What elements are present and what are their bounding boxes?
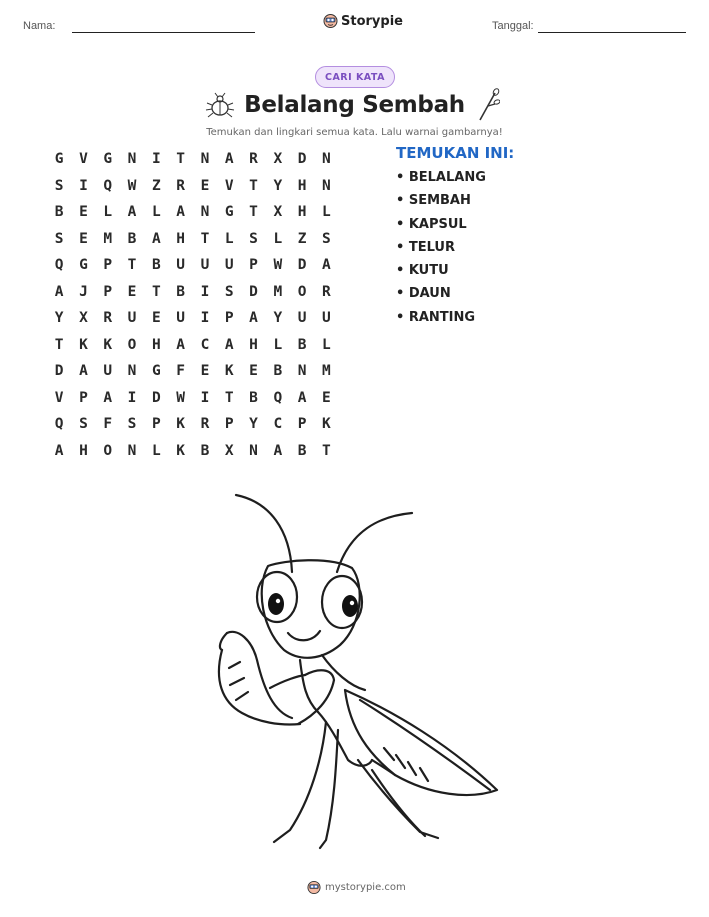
grid-letter: D: [54, 363, 64, 380]
grid-letter: L: [322, 204, 331, 221]
grid-letter: I: [200, 310, 210, 327]
grid-row: [47, 252, 339, 279]
grid-letter: R: [103, 310, 113, 327]
word-list-item: • BELALANG: [396, 170, 486, 185]
grid-letter: Q: [103, 177, 113, 194]
grid-letter: D: [297, 151, 307, 168]
grid-row: [47, 173, 339, 200]
grid-letter: O: [297, 283, 307, 300]
grid-letter: P: [79, 389, 88, 406]
grid-letter: K: [176, 442, 185, 459]
grid-letter: B: [249, 389, 258, 406]
grid-letter: T: [249, 204, 258, 221]
name-line: [72, 32, 255, 33]
date-line: [538, 32, 686, 33]
grid-letter: S: [54, 177, 64, 194]
grid-letter: U: [224, 257, 234, 274]
grid-letter: Y: [273, 177, 283, 194]
grid-letter: U: [103, 363, 113, 380]
grid-letter: A: [79, 363, 88, 380]
grid-letter: P: [249, 257, 258, 274]
word-list-item: • KUTU: [396, 263, 449, 279]
grid-letter: T: [224, 389, 234, 406]
grid-letter: M: [322, 363, 331, 380]
grid-letter: B: [54, 204, 64, 221]
grid-letter: I: [151, 151, 161, 168]
grid-letter: D: [297, 257, 307, 274]
grid-letter: L: [103, 204, 113, 221]
grid-letter: N: [322, 177, 331, 194]
grid-letter: N: [249, 442, 258, 459]
grid-letter: T: [151, 283, 161, 300]
grid-letter: S: [54, 230, 64, 247]
footer-url: mystorypie.com: [325, 882, 406, 893]
grid-letter: P: [151, 416, 161, 433]
grid-row: [47, 385, 339, 412]
grid-letter: A: [297, 389, 307, 406]
grid-letter: G: [54, 151, 64, 168]
grid-letter: T: [322, 442, 331, 459]
grid-row: [47, 199, 339, 226]
grid-letter: S: [127, 416, 137, 433]
grid-letter: H: [151, 336, 161, 353]
storypie-logo-icon: [323, 13, 338, 29]
grid-letter: A: [224, 336, 234, 353]
grid-letter: W: [273, 257, 283, 274]
grid-letter: O: [103, 442, 113, 459]
grid-letter: H: [297, 204, 307, 221]
grid-letter: E: [200, 363, 210, 380]
grid-letter: U: [176, 310, 185, 327]
grid-letter: L: [224, 230, 234, 247]
grid-letter: P: [224, 416, 234, 433]
grid-letter: K: [103, 336, 113, 353]
grid-letter: E: [200, 177, 210, 194]
grid-letter: P: [103, 283, 113, 300]
grid-letter: W: [176, 389, 185, 406]
grid-letter: U: [322, 310, 331, 327]
grid-letter: P: [224, 310, 234, 327]
grid-letter: N: [200, 151, 210, 168]
grid-letter: U: [200, 257, 210, 274]
grid-letter: T: [54, 336, 64, 353]
brand-name: Storypie: [341, 13, 403, 29]
grid-letter: O: [127, 336, 137, 353]
date-label: Tanggal:: [492, 20, 534, 32]
grid-letter: T: [127, 257, 137, 274]
grid-letter: Y: [54, 310, 64, 327]
word-list-item: • TELUR: [396, 239, 455, 255]
word-list-item: • RANTING: [396, 309, 476, 325]
grid-letter: A: [224, 151, 234, 168]
grid-letter: A: [103, 389, 113, 406]
grid-letter: U: [127, 310, 137, 327]
grid-letter: G: [79, 257, 88, 274]
grid-letter: Z: [297, 230, 307, 247]
grid-letter: A: [151, 230, 161, 247]
grid-letter: I: [200, 389, 210, 406]
category-badge: CARI KATA: [315, 66, 395, 88]
grid-letter: T: [176, 151, 185, 168]
grid-letter: H: [297, 177, 307, 194]
grid-letter: K: [176, 416, 185, 433]
grid-letter: X: [273, 204, 283, 221]
page-title: Belalang Sembah: [244, 92, 465, 118]
grid-letter: E: [151, 310, 161, 327]
grid-letter: F: [176, 363, 185, 380]
grid-letter: N: [127, 442, 137, 459]
grid-letter: A: [273, 442, 283, 459]
grid-letter: P: [103, 257, 113, 274]
grid-letter: M: [103, 230, 113, 247]
grid-letter: E: [79, 204, 88, 221]
grid-letter: F: [103, 416, 113, 433]
grid-letter: L: [322, 336, 331, 353]
grid-letter: V: [79, 151, 88, 168]
grid-letter: I: [127, 389, 137, 406]
grid-row: [47, 279, 339, 306]
twig-icon: [476, 88, 500, 122]
grid-letter: L: [151, 204, 161, 221]
grid-letter: N: [322, 151, 331, 168]
word-list-title: TEMUKAN INI:: [396, 144, 515, 162]
grid-letter: K: [322, 416, 331, 433]
grid-letter: G: [103, 151, 113, 168]
word-list-item: • DAUN: [396, 286, 451, 302]
grid-letter: K: [224, 363, 234, 380]
grid-letter: Z: [151, 177, 161, 194]
brand-logo: [323, 13, 403, 29]
grid-letter: E: [249, 363, 258, 380]
grid-row: [47, 332, 339, 359]
grid-letter: E: [79, 230, 88, 247]
grid-letter: B: [127, 230, 137, 247]
mantis-illustration: [200, 488, 505, 853]
grid-letter: E: [322, 389, 331, 406]
grid-letter: S: [224, 283, 234, 300]
grid-letter: J: [79, 283, 88, 300]
grid-letter: D: [249, 283, 258, 300]
grid-letter: S: [79, 416, 88, 433]
storypie-logo-icon: [307, 880, 321, 895]
grid-letter: A: [176, 204, 185, 221]
grid-letter: Y: [249, 416, 258, 433]
grid-letter: N: [297, 363, 307, 380]
grid-letter: V: [54, 389, 64, 406]
grid-letter: A: [176, 336, 185, 353]
grid-row: [47, 438, 339, 465]
grid-letter: C: [273, 416, 283, 433]
grid-letter: Q: [54, 416, 64, 433]
grid-row: [47, 358, 339, 385]
grid-letter: B: [273, 363, 283, 380]
grid-letter: L: [273, 230, 283, 247]
grid-letter: B: [176, 283, 185, 300]
grid-letter: X: [273, 151, 283, 168]
grid-letter: L: [273, 336, 283, 353]
grid-letter: U: [176, 257, 185, 274]
grid-letter: E: [127, 283, 137, 300]
instructions: Temukan dan lingkari semua kata. Lalu warnai gambarnya!: [206, 127, 503, 138]
grid-row: [47, 146, 339, 173]
grid-letter: B: [297, 442, 307, 459]
grid-letter: R: [249, 151, 258, 168]
name-label: Nama:: [23, 20, 56, 32]
grid-letter: S: [249, 230, 258, 247]
grid-letter: Y: [273, 310, 283, 327]
grid-letter: R: [322, 283, 331, 300]
grid-letter: Q: [273, 389, 283, 406]
grid-letter: B: [200, 442, 210, 459]
grid-letter: A: [54, 283, 64, 300]
grid-letter: Q: [54, 257, 64, 274]
grid-letter: A: [322, 257, 331, 274]
grid-letter: G: [224, 204, 234, 221]
grid-letter: W: [127, 177, 137, 194]
grid-letter: D: [151, 389, 161, 406]
grid-letter: H: [176, 230, 185, 247]
grid-letter: A: [54, 442, 64, 459]
grid-letter: T: [249, 177, 258, 194]
grid-letter: K: [79, 336, 88, 353]
grid-letter: H: [79, 442, 88, 459]
grid-letter: A: [249, 310, 258, 327]
grid-row: [47, 305, 339, 332]
grid-letter: X: [224, 442, 234, 459]
grid-letter: C: [200, 336, 210, 353]
grid-letter: L: [151, 442, 161, 459]
grid-letter: I: [200, 283, 210, 300]
grid-letter: S: [322, 230, 331, 247]
grid-letter: T: [200, 230, 210, 247]
word-list-item: • KAPSUL: [396, 216, 467, 232]
grid-letter: B: [297, 336, 307, 353]
grid-letter: N: [200, 204, 210, 221]
grid-letter: M: [273, 283, 283, 300]
grid-letter: P: [297, 416, 307, 433]
grid-letter: V: [224, 177, 234, 194]
grid-row: [47, 411, 339, 438]
footer: [307, 880, 406, 895]
word-search-grid: [47, 146, 339, 464]
grid-letter: N: [127, 363, 137, 380]
grid-row: [47, 226, 339, 253]
grid-letter: G: [151, 363, 161, 380]
grid-letter: U: [297, 310, 307, 327]
grid-letter: R: [176, 177, 185, 194]
grid-letter: B: [151, 257, 161, 274]
grid-letter: A: [127, 204, 137, 221]
grid-letter: N: [127, 151, 137, 168]
grid-letter: I: [79, 177, 88, 194]
grid-letter: H: [249, 336, 258, 353]
grid-letter: X: [79, 310, 88, 327]
grid-letter: R: [200, 416, 210, 433]
word-list-item: • SEMBAH: [396, 193, 471, 209]
word-list: [396, 170, 486, 333]
